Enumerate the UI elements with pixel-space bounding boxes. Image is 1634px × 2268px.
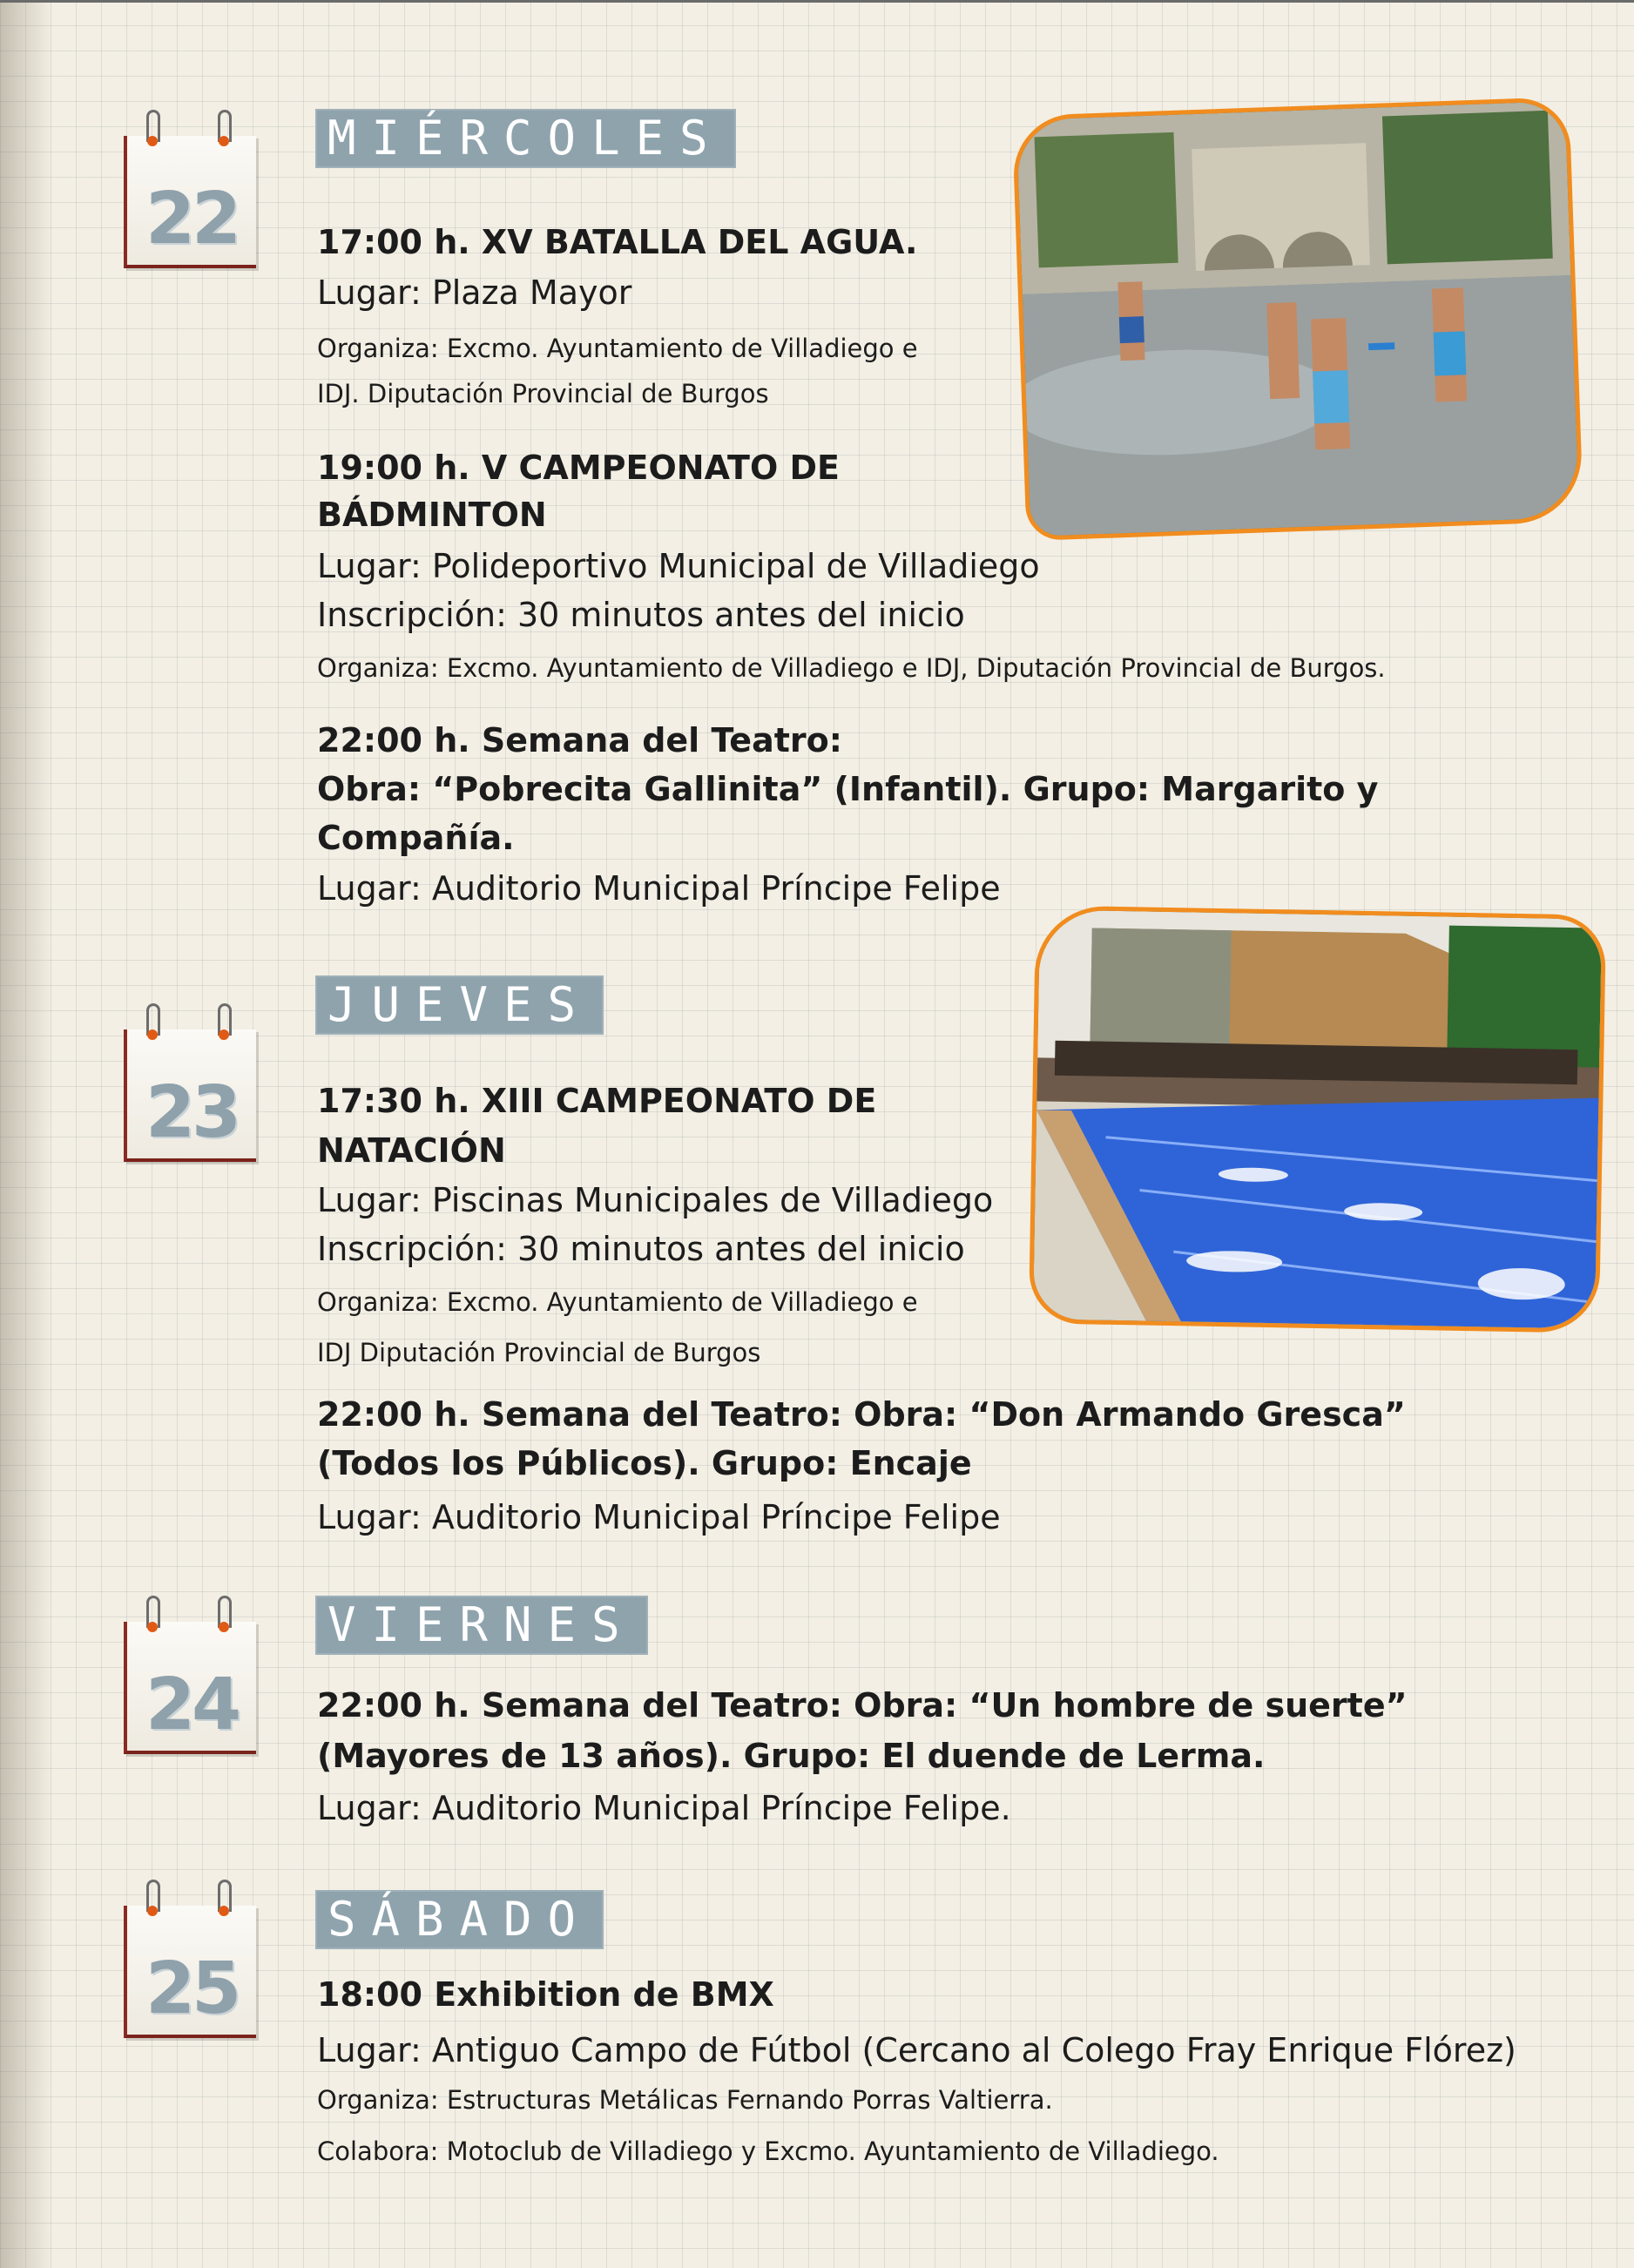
event-title: BÁDMINTON — [317, 496, 547, 534]
event-lugar: Lugar: Auditorio Municipal Príncipe Felipe — [317, 1498, 1001, 1536]
calendar-icon-24 — [115, 1596, 259, 1757]
event-title: (Mayores de 13 años). Grupo: El duende de Lerma. — [317, 1737, 1266, 1775]
calendar-icon-22 — [115, 110, 259, 271]
event-lugar: Lugar: Antiguo Campo de Fútbol (Cercano al Colego Fray Enrique Flórez) — [317, 2031, 1516, 2069]
event-lugar: Lugar: Auditorio Municipal Príncipe Felipe — [317, 869, 1001, 908]
calendar-icon-23 — [115, 1003, 259, 1164]
event-lugar: Lugar: Piscinas Municipales de Villadiego — [317, 1181, 994, 1219]
photo-campeonato-natacion — [1029, 905, 1606, 1333]
event-inscripcion: Inscripción: 30 minutos antes del inicio — [317, 1230, 965, 1268]
event-title: 18:00 Exhibition de BMX — [317, 1975, 774, 2014]
event-title: 22:00 h. Semana del Teatro: — [317, 721, 842, 759]
event-organiza: Organiza: Estructuras Metálicas Fernando Porras Valtierra. — [317, 2085, 1053, 2115]
event-title: 17:30 h. XIII CAMPEONATO DE — [317, 1082, 877, 1120]
event-organiza: Organiza: Excmo. Ayuntamiento de Villadiego e IDJ, Diputación Provincial de Burgos. — [317, 653, 1386, 683]
event-inscripcion: Inscripción: 30 minutos antes del inicio — [317, 596, 965, 634]
event-organiza: Organiza: Excmo. Ayuntamiento de Villadiego e — [317, 334, 918, 363]
calendar-icon-25 — [115, 1880, 259, 2041]
calendar-date: 22 — [145, 178, 239, 260]
event-title: Obra: “Pobrecita Gallinita” (Infantil). Grupo: Margarito y — [317, 770, 1379, 808]
event-lugar: Lugar: Plaza Mayor — [317, 273, 632, 312]
event-title: 17:00 h. XV BATALLA DEL AGUA. — [317, 223, 918, 261]
day-banner-sabado: SÁBADO — [315, 1890, 604, 1949]
page-binding-shadow — [0, 0, 52, 2268]
calendar-date: 25 — [145, 1947, 239, 2030]
event-organiza: IDJ. Diputación Provincial de Burgos — [317, 379, 769, 408]
day-banner-jueves: JUEVES — [315, 975, 604, 1035]
event-title: NATACIÓN — [317, 1131, 506, 1170]
day-banner-viernes: VIERNES — [315, 1596, 648, 1655]
event-organiza: IDJ Diputación Provincial de Burgos — [317, 1338, 761, 1367]
event-lugar: Lugar: Polideportivo Municipal de Villadiego — [317, 547, 1040, 585]
event-title: Compañía. — [317, 819, 515, 857]
calendar-date: 23 — [145, 1071, 239, 1154]
event-title: 22:00 h. Semana del Teatro: Obra: “Un hombre de suerte” — [317, 1686, 1408, 1725]
photo-batalla-del-agua — [1012, 97, 1584, 541]
event-colabora: Colabora: Motoclub de Villadiego y Excmo. Ayuntamiento de Villadiego. — [317, 2136, 1219, 2166]
event-organiza: Organiza: Excmo. Ayuntamiento de Villadiego e — [317, 1287, 918, 1317]
top-rule — [0, 0, 1634, 3]
event-title: (Todos los Públicos). Grupo: Encaje — [317, 1444, 972, 1482]
event-title: 19:00 h. V CAMPEONATO DE — [317, 449, 840, 487]
calendar-date: 24 — [145, 1664, 239, 1746]
day-banner-miercoles: MIÉRCOLES — [315, 109, 736, 168]
event-lugar: Lugar: Auditorio Municipal Príncipe Felipe. — [317, 1789, 1011, 1827]
event-title: 22:00 h. Semana del Teatro: Obra: “Don Armando Gresca” — [317, 1395, 1406, 1434]
